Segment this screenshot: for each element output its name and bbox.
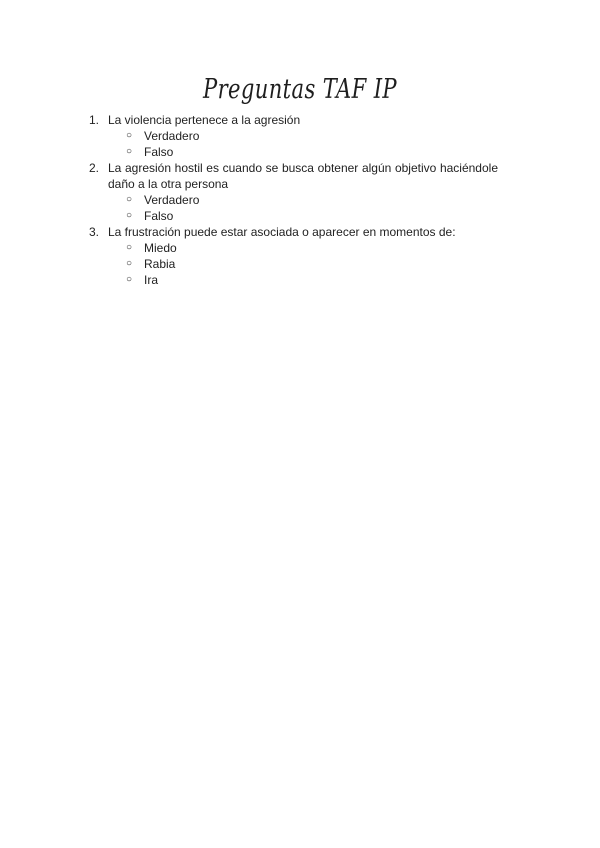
circle-bullet-icon: ○ [126,194,133,205]
option-label: Rabia [144,257,176,271]
circle-bullet-icon: ○ [126,146,133,157]
option-item [126,272,498,288]
option-label: Verdadero [144,129,200,143]
question-text: La violencia pertenece a la agresión [108,113,301,127]
option-list [108,240,498,288]
option-item [126,208,498,224]
question-list [89,112,498,288]
option-list [108,128,498,160]
circle-bullet-icon: ○ [126,258,133,269]
option-item [126,192,498,208]
option-label: Ira [144,273,159,287]
option-label: Verdadero [144,193,200,207]
option-item [126,256,498,272]
question-text: La agresión hostil es cuando se busca obtener algún objetivo haciéndole daño a la otra persona [108,161,498,191]
option-label: Falso [144,209,174,223]
circle-bullet-icon: ○ [126,210,133,221]
option-item [126,144,498,160]
option-item [126,240,498,256]
question-text: La frustración puede estar asociada o aparecer en momentos de: [108,225,456,239]
circle-bullet-icon: ○ [126,242,133,253]
question-item [89,160,498,224]
circle-bullet-icon: ○ [126,130,133,141]
option-list [108,192,498,224]
question-number: 1. [89,113,100,127]
circle-bullet-icon: ○ [126,274,133,285]
question-number: 3. [89,225,100,239]
question-item [89,112,498,160]
question-item [89,224,498,288]
option-label: Miedo [144,241,177,255]
option-label: Falso [144,145,174,159]
option-item [126,128,498,144]
document-title: Preguntas TAF IP [203,74,397,105]
question-number: 2. [89,161,100,175]
